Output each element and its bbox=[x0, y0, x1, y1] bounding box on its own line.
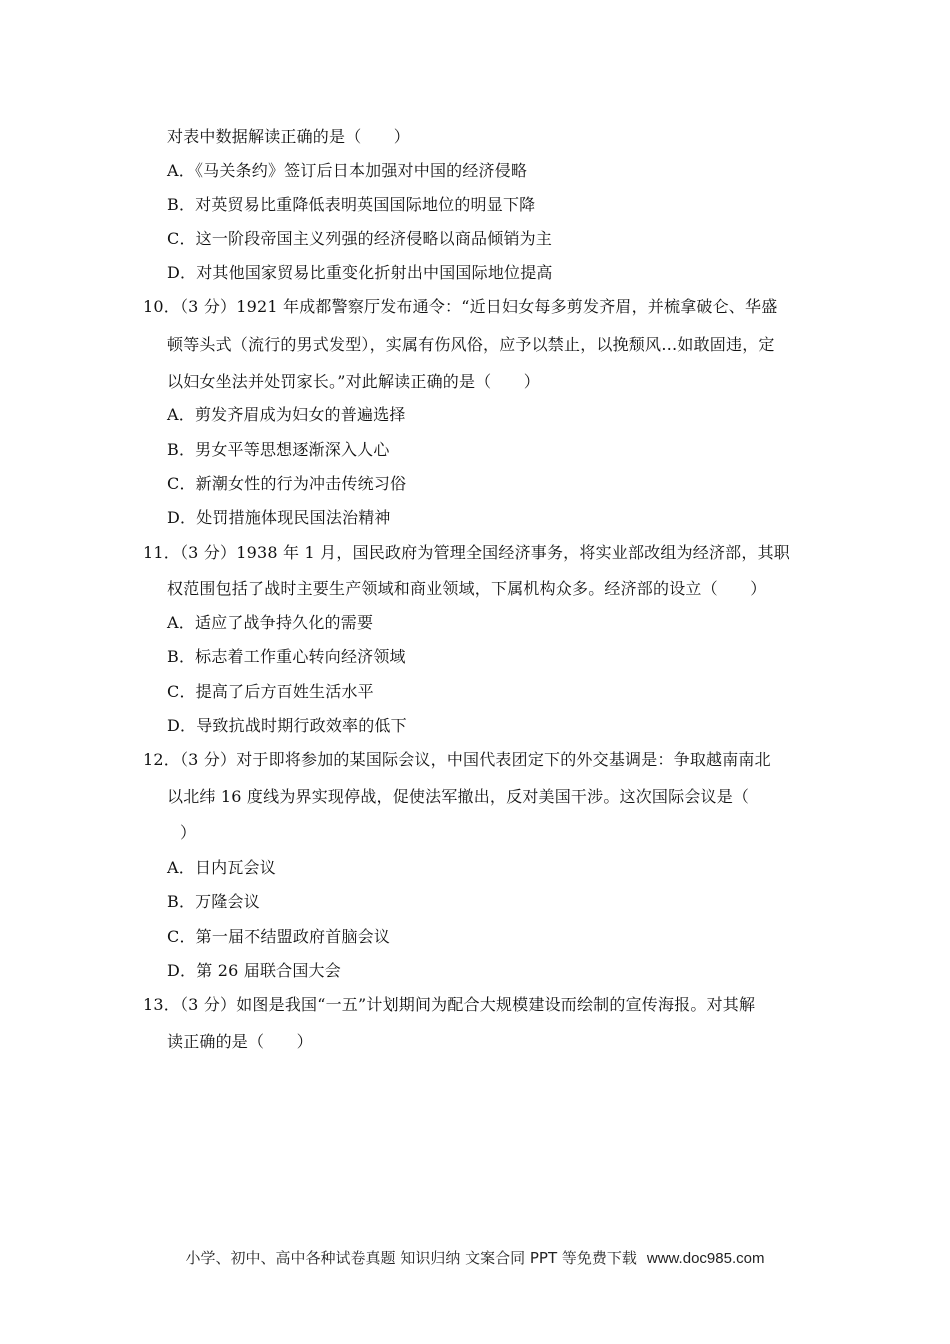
q12-stem-line-1: 12．（3 分）对于即将参加的某国际会议，中国代表团定下的外交基调是：争取越南南北 bbox=[143, 750, 771, 769]
q12-stem-line-2: 以北纬 16 度线为界实现停战，促使法军撤出，反对美国干涉。这次国际会议是（ bbox=[167, 787, 750, 806]
q9-option-b: B．对英贸易比重降低表明英国国际地位的明显下降 bbox=[167, 195, 536, 214]
q11-option-c: C．提高了后方百姓生活水平 bbox=[167, 682, 374, 701]
q12-option-a: A．日内瓦会议 bbox=[167, 858, 276, 877]
q11-option-d: D．导致抗战时期行政效率的低下 bbox=[167, 716, 407, 735]
q12-stem-line-3: ） bbox=[180, 823, 197, 842]
q10-option-d: D．处罚措施体现民国法治精神 bbox=[167, 508, 391, 527]
q10-option-a: A．剪发齐眉成为妇女的普遍选择 bbox=[167, 405, 406, 424]
q10-option-b: B．男女平等思想逐渐深入人心 bbox=[167, 440, 390, 459]
footer-url[interactable]: www.doc985.com bbox=[646, 1250, 765, 1267]
q9-option-c: C．这一阶段帝国主义列强的经济侵略以商品倾销为主 bbox=[167, 229, 553, 248]
q12-option-c: C．第一届不结盟政府首脑会议 bbox=[167, 927, 391, 946]
q13-stem-line-2: 读正确的是（ ） bbox=[167, 1032, 313, 1051]
q11-stem-line-2: 权范围包括了战时主要生产领域和商业领域，下属机构众多。经济部的设立（ ） bbox=[167, 579, 767, 598]
q9-stem-tail: 对表中数据解读正确的是（ ） bbox=[167, 127, 411, 146]
q11-stem-line-1: 11．（3 分）1938 年 1 月，国民政府为管理全国经济事务，将实业部改组为经济部，其职 bbox=[143, 543, 790, 562]
q10-stem-line-1: 10．（3 分）1921 年成都警察厅发布通令：“近日妇女每多剪发齐眉，并梳拿破仑、华盛 bbox=[143, 297, 778, 316]
q9-option-a: A．《马关条约》签订后日本加强对中国的经济侵略 bbox=[167, 161, 528, 180]
q10-option-c: C．新潮女性的行为冲击传统习俗 bbox=[167, 474, 407, 493]
footer-text: 小学、初中、高中各种试卷真题 知识归纳 文案合同 PPT 等免费下载 bbox=[185, 1249, 637, 1267]
q10-stem-line-3: 以妇女坐法并处罚家长。”对此解读正确的是（ ） bbox=[167, 372, 540, 391]
page-footer bbox=[0, 1247, 950, 1268]
q12-option-d: D．第 26 届联合国大会 bbox=[167, 961, 341, 980]
q11-option-b: B．标志着工作重心转向经济领域 bbox=[167, 647, 406, 666]
q10-stem-line-2: 顿等头式（流行的男式发型），实属有伤风俗，应予以禁止，以挽颓风…如敢固违，定 bbox=[167, 335, 775, 354]
q13-stem-line-1: 13．（3 分）如图是我国“一五”计划期间为配合大规模建设而绘制的宣传海报。对其解 bbox=[143, 995, 756, 1014]
q9-option-d: D．对其他国家贸易比重变化折射出中国国际地位提高 bbox=[167, 263, 553, 282]
q12-option-b: B．万隆会议 bbox=[167, 892, 260, 911]
q11-option-a: A．适应了战争持久化的需要 bbox=[167, 613, 374, 632]
